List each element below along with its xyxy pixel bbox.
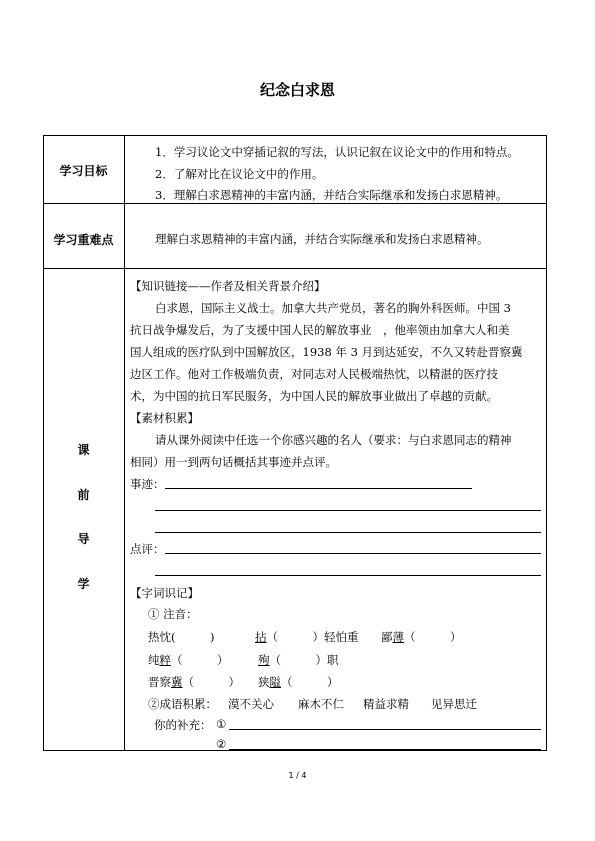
idiom-3: 精益求精: [363, 697, 409, 711]
phonetic-item-pre: 狭: [258, 675, 270, 689]
preview-label-char-1: 课: [77, 443, 90, 457]
material-line-2: 相同）用一到两句话概括其事迹并点评。: [130, 455, 337, 469]
bio-line-1: 白求恩，国际主义战士。加拿大共产党员，著名的胸外科医师。中国 3: [155, 301, 511, 315]
phonetic-item-rechen: 热忱( ): [148, 630, 215, 644]
phonetic-label: ① 注音：: [148, 607, 198, 621]
material-line-1: 请从课外阅读中任选一个你感兴趣的名人（要求：与白求恩同志的精神: [155, 433, 512, 447]
phonetic-item-chuncui: [148, 652, 229, 668]
supplement-answer-line-2[interactable]: [229, 749, 541, 750]
deeds-answer-line-2[interactable]: [155, 510, 541, 511]
idiom-2: 麻木不仁: [298, 697, 344, 711]
page-title: 纪念白求恩: [259, 81, 335, 99]
preview-label-char-4: 学: [77, 577, 90, 591]
material-heading: 【素材积累】: [130, 411, 199, 425]
underlined-char: 拈: [255, 630, 267, 644]
supplement-mark-1: ①: [216, 717, 227, 731]
column-divider: [124, 135, 125, 751]
phonetic-item-rest: （ ）: [404, 630, 462, 644]
phonetic-item-rest: （ ）: [281, 675, 339, 689]
supplement-mark-2: ②: [216, 737, 227, 751]
comment-answer-line-1[interactable]: [165, 553, 541, 554]
idiom-4: 见异思迁: [431, 697, 477, 711]
phonetic-item-rest: （ ）职: [269, 653, 339, 667]
phonetic-item-bibo: [381, 629, 462, 645]
underlined-char: 殉: [258, 653, 270, 667]
idiom-1: 漠不关心: [228, 697, 274, 711]
phonetic-item-rest: （ ）: [171, 653, 229, 667]
knowledge-heading: 【知识链接——作者及相关背景介绍】: [130, 279, 326, 293]
phonetic-item-pre: 纯: [148, 653, 160, 667]
phonetic-item-rest: （ ）轻怕重: [266, 630, 359, 644]
phonetic-item-xunzhi: [258, 652, 339, 668]
goal-item-3: 3．理解白求恩精神的丰富内涵，并结合实际继承和发扬白求恩精神。: [155, 188, 508, 202]
word-heading: 【字词识记】: [130, 586, 199, 600]
goal-item-2: 2．了解对比在议论文中的作用。: [155, 167, 324, 181]
phonetic-item-jincha: [148, 674, 240, 690]
supplement-answer-line-1[interactable]: [229, 729, 541, 730]
supplement-label: 你的补充：: [154, 718, 212, 732]
deeds-answer-line-3[interactable]: [155, 532, 541, 533]
preview-label-char-2: 前: [77, 488, 90, 502]
key-points-text: 理解白求恩精神的丰富内涵，并结合实际继承和发扬白求恩精神。: [155, 232, 489, 246]
underlined-char: 薄: [392, 630, 404, 644]
deeds-label: 事迹：: [130, 477, 165, 491]
goals-label: 学习目标: [59, 164, 108, 178]
goal-item-1: 1．学习议论文中穿插记叙的写法，认识记叙在议论文中的作用和特点。: [155, 145, 519, 159]
phonetic-item-pre: 鄙: [381, 630, 393, 644]
underlined-char: 冀: [171, 675, 183, 689]
page-number: 1 / 4: [288, 771, 307, 780]
phonetic-item-pre: 晋察: [148, 675, 171, 689]
comment-answer-line-2[interactable]: [155, 575, 541, 576]
idioms-label: ②成语积累：: [148, 697, 217, 711]
bio-line-4: 边区工作。他对工作极端负责，对同志对人民极端热忱，以精湛的医疗技: [130, 367, 498, 381]
bio-line-3: 国人组成的医疗队到中国解放区，1938 年 3 月到达延安，不久又转赴晋察冀: [130, 345, 523, 359]
deeds-answer-line-1[interactable]: [165, 488, 472, 489]
phonetic-item-nian: [255, 629, 359, 645]
bio-line-5: 术，为中国的抗日军民服务，为中国人民的解放事业做出了卓越的贡献。: [130, 389, 498, 403]
phonetic-item-rest: （ ）: [182, 675, 240, 689]
phonetic-item-xiaai: [258, 674, 339, 690]
row-divider-1: [43, 203, 547, 204]
row-divider-2: [43, 268, 547, 269]
key-points-label: 学习重难点: [53, 233, 114, 247]
preview-label-char-3: 导: [77, 532, 90, 546]
underlined-char: 粹: [159, 653, 171, 667]
bio-line-2: 抗日战争爆发后，为了支援中国人民的解放事业 ，他率领由加拿大人和美: [130, 323, 510, 337]
comment-label: 点评：: [130, 542, 165, 556]
underlined-char: 隘: [269, 675, 281, 689]
